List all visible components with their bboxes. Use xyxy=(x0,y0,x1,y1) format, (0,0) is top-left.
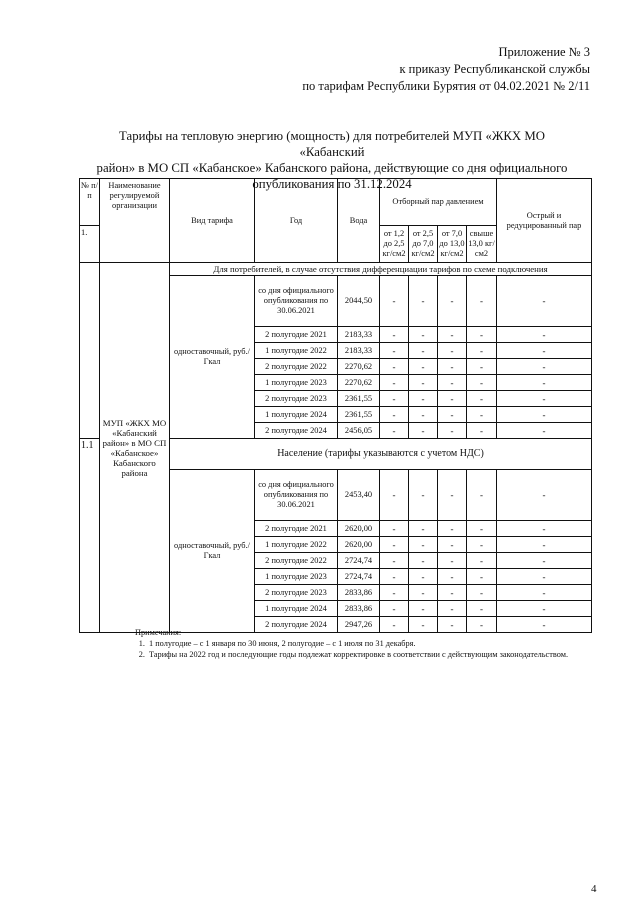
dash-cell: - xyxy=(409,537,438,553)
page-number: 4 xyxy=(591,883,597,895)
dash-cell: - xyxy=(438,423,467,439)
dash-cell: - xyxy=(467,617,497,633)
dash-cell: - xyxy=(467,470,497,521)
dash-cell: - xyxy=(438,617,467,633)
dash-cell: - xyxy=(438,391,467,407)
tariff-kind-2: одноставочный, руб./Гкал xyxy=(170,470,255,633)
dash-cell: - xyxy=(409,423,438,439)
dash-cell: - xyxy=(467,276,497,327)
header-sharp-steam: Острый и редуцированный пар xyxy=(497,179,592,263)
tariff-value: 2270,62 xyxy=(338,359,380,375)
dash-cell: - xyxy=(467,391,497,407)
header-steam-col-1: от 1,2 до 2,5 кг/см2 xyxy=(380,226,409,263)
dash-cell: - xyxy=(467,553,497,569)
tariff-value: 2833,86 xyxy=(338,601,380,617)
title-line-2: район» в МО СП «Кабанское» Кабанского района, действующие со дня официального xyxy=(96,161,568,175)
period-cell: 2 полугодие 2022 xyxy=(255,359,338,375)
dash-cell: - xyxy=(409,553,438,569)
dash-cell: - xyxy=(497,585,592,601)
period-cell: 2 полугодие 2023 xyxy=(255,585,338,601)
dash-cell: - xyxy=(409,343,438,359)
tariff-value: 2183,33 xyxy=(338,327,380,343)
title-line-1: Тарифы на тепловую энергию (мощность) для потребителей МУП «ЖКХ МО «Кабанский xyxy=(119,129,545,159)
dash-cell: - xyxy=(497,375,592,391)
appendix-line-3: по тарифам Республики Бурятия от 04.02.2021 № 2/11 xyxy=(302,79,590,93)
note-item: 1. 1 полугодие – с 1 января по 30 июня, 2 полугодие – с 1 июля по 31 декабря. xyxy=(147,638,597,649)
dash-cell: - xyxy=(497,553,592,569)
tariff-value: 2620,00 xyxy=(338,537,380,553)
period-cell: 1 полугодие 2022 xyxy=(255,537,338,553)
dash-cell: - xyxy=(497,521,592,537)
dash-cell: - xyxy=(380,276,409,327)
dash-cell: - xyxy=(497,407,592,423)
dash-cell: - xyxy=(380,359,409,375)
dash-cell: - xyxy=(438,585,467,601)
header-year: Год xyxy=(255,179,338,263)
section-title-2: Население (тарифы указываются с учетом НДС) xyxy=(170,439,592,470)
dash-cell: - xyxy=(438,276,467,327)
period-cell: 2 полугодие 2021 xyxy=(255,521,338,537)
dash-cell: - xyxy=(497,391,592,407)
dash-cell: - xyxy=(497,423,592,439)
appendix-line-2: к приказу Республиканской службы xyxy=(399,62,590,76)
period-cell: 2 полугодие 2024 xyxy=(255,423,338,439)
period-cell: 1 полугодие 2024 xyxy=(255,601,338,617)
header-steam-col-4: свыше 13,0 кг/см2 xyxy=(467,226,497,263)
dash-cell: - xyxy=(409,601,438,617)
dash-cell: - xyxy=(409,521,438,537)
dash-cell: - xyxy=(409,617,438,633)
notes-list xyxy=(135,638,597,660)
dash-cell: - xyxy=(438,407,467,423)
period-cell: 2 полугодие 2024 xyxy=(255,617,338,633)
dash-cell: - xyxy=(467,601,497,617)
note-item: 2. Тарифы на 2022 год и последующие годы подлежат корректировке в соответствии с действующим законодательством. xyxy=(147,649,597,660)
header-org: Наименование регулируемой организации xyxy=(100,179,170,263)
tariff-value: 2456,05 xyxy=(338,423,380,439)
tariff-value: 2724,74 xyxy=(338,569,380,585)
header-water: Вода xyxy=(338,179,380,263)
dash-cell: - xyxy=(467,407,497,423)
dash-cell: - xyxy=(497,569,592,585)
organization-name: МУП «ЖКХ МО «Кабанский район» в МО СП «Кабанское» Кабанского района xyxy=(100,263,170,633)
period-cell: 2 полугодие 2021 xyxy=(255,327,338,343)
period-cell: со дня официального опубликования по 30.06.2021 xyxy=(255,470,338,521)
dash-cell: - xyxy=(409,569,438,585)
dash-cell: - xyxy=(438,343,467,359)
tariff-table xyxy=(79,178,592,633)
tariff-value: 2270,62 xyxy=(338,375,380,391)
dash-cell: - xyxy=(380,423,409,439)
header-num: № п/п xyxy=(80,179,100,226)
dash-cell: - xyxy=(380,391,409,407)
tariff-value: 2947,26 xyxy=(338,617,380,633)
dash-cell: - xyxy=(438,470,467,521)
appendix-header xyxy=(302,44,590,95)
dash-cell: - xyxy=(467,423,497,439)
dash-cell: - xyxy=(380,601,409,617)
dash-cell: - xyxy=(497,537,592,553)
title-line-3: опубликования по 31.12.2024 xyxy=(252,177,412,191)
tariff-value: 2620,00 xyxy=(338,521,380,537)
dash-cell: - xyxy=(438,537,467,553)
dash-cell: - xyxy=(438,553,467,569)
num-cell-blank-1 xyxy=(80,263,100,439)
dash-cell: - xyxy=(409,407,438,423)
dash-cell: - xyxy=(380,553,409,569)
notes-title: Примечания: xyxy=(135,628,182,637)
dash-cell: - xyxy=(438,327,467,343)
dash-cell: - xyxy=(380,585,409,601)
dash-cell: - xyxy=(467,569,497,585)
header-steam: Отборный пар давлением xyxy=(380,179,497,226)
dash-cell: - xyxy=(438,601,467,617)
dash-cell: - xyxy=(467,521,497,537)
period-cell: со дня официального опубликования по 30.06.2021 xyxy=(255,276,338,327)
period-cell: 1 полугодие 2024 xyxy=(255,407,338,423)
dash-cell: - xyxy=(380,343,409,359)
dash-cell: - xyxy=(409,327,438,343)
dash-cell: - xyxy=(380,569,409,585)
tariff-value: 2183,33 xyxy=(338,343,380,359)
dash-cell: - xyxy=(438,521,467,537)
tariff-kind-1: одноставочный, руб./Гкал xyxy=(170,276,255,439)
dash-cell: - xyxy=(467,359,497,375)
notes-block xyxy=(135,627,597,660)
tariff-value: 2833,86 xyxy=(338,585,380,601)
period-cell: 1 полугодие 2023 xyxy=(255,375,338,391)
dash-cell: - xyxy=(380,537,409,553)
dash-cell: - xyxy=(409,470,438,521)
tariff-value: 2724,74 xyxy=(338,553,380,569)
dash-cell: - xyxy=(497,359,592,375)
dash-cell: - xyxy=(380,407,409,423)
section-title-1: Для потребителей, в случае отсутствия дифференциации тарифов по схеме подключения xyxy=(170,263,592,276)
dash-cell: - xyxy=(467,375,497,391)
row-number-1: 1. xyxy=(80,226,100,263)
dash-cell: - xyxy=(497,343,592,359)
dash-cell: - xyxy=(438,569,467,585)
dash-cell: - xyxy=(467,343,497,359)
tariff-value: 2361,55 xyxy=(338,391,380,407)
dash-cell: - xyxy=(380,521,409,537)
dash-cell: - xyxy=(380,327,409,343)
dash-cell: - xyxy=(409,276,438,327)
dash-cell: - xyxy=(467,537,497,553)
header-steam-col-3: от 7,0 до 13,0 кг/см2 xyxy=(438,226,467,263)
row-number-1-1: 1.1 xyxy=(80,439,100,633)
period-cell: 1 полугодие 2022 xyxy=(255,343,338,359)
dash-cell: - xyxy=(497,601,592,617)
dash-cell: - xyxy=(380,470,409,521)
appendix-line-1: Приложение № 3 xyxy=(498,45,590,59)
tariff-value: 2044,50 xyxy=(338,276,380,327)
header-steam-col-2: от 2,5 до 7,0 кг/см2 xyxy=(409,226,438,263)
dash-cell: - xyxy=(438,359,467,375)
period-cell: 2 полугодие 2023 xyxy=(255,391,338,407)
dash-cell: - xyxy=(497,617,592,633)
header-kind: Вид тарифа xyxy=(170,179,255,263)
dash-cell: - xyxy=(409,585,438,601)
dash-cell: - xyxy=(467,327,497,343)
period-cell: 2 полугодие 2022 xyxy=(255,553,338,569)
tariff-value: 2361,55 xyxy=(338,407,380,423)
dash-cell: - xyxy=(497,327,592,343)
dash-cell: - xyxy=(497,276,592,327)
tariff-value: 2453,40 xyxy=(338,470,380,521)
dash-cell: - xyxy=(467,585,497,601)
dash-cell: - xyxy=(380,617,409,633)
dash-cell: - xyxy=(438,375,467,391)
dash-cell: - xyxy=(380,375,409,391)
dash-cell: - xyxy=(409,391,438,407)
dash-cell: - xyxy=(497,470,592,521)
dash-cell: - xyxy=(409,359,438,375)
period-cell: 1 полугодие 2023 xyxy=(255,569,338,585)
dash-cell: - xyxy=(409,375,438,391)
